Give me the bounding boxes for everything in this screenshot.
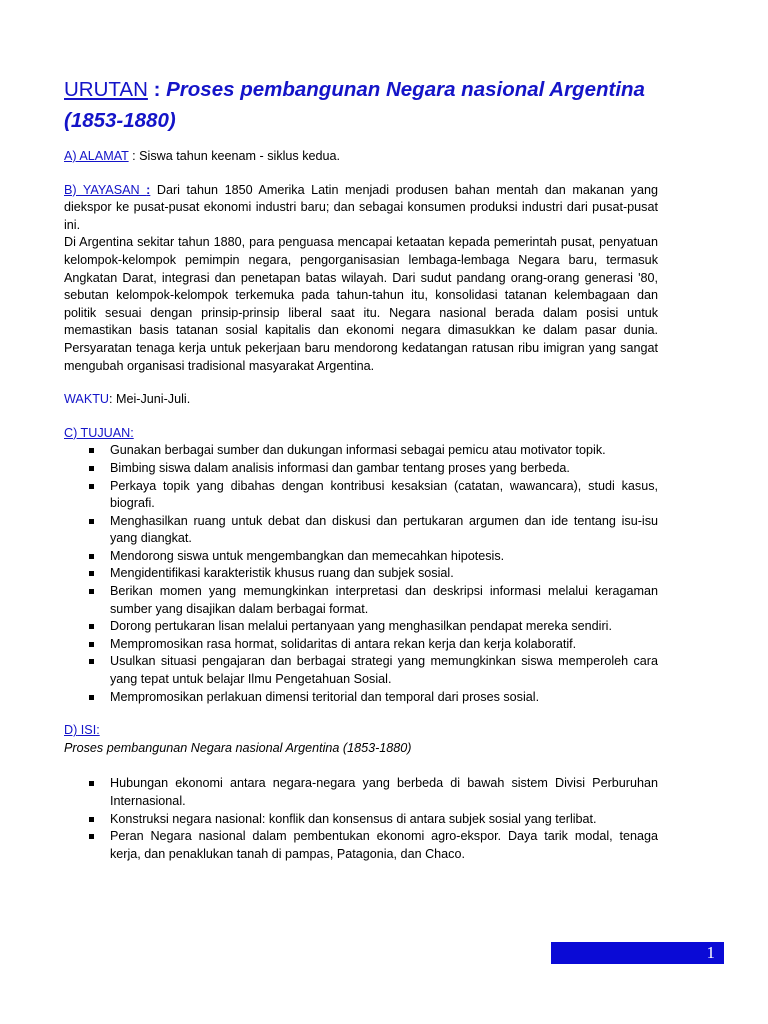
square-bullet-icon bbox=[89, 519, 94, 524]
alamat-text: : Siswa tahun keenam - siklus kedua. bbox=[128, 149, 341, 163]
yayasan-section bbox=[64, 182, 658, 376]
waktu-text: : Mei-Juni-Juli. bbox=[109, 392, 191, 407]
title-colon: : bbox=[147, 78, 167, 101]
list-item-text: Perkaya topik yang dibahas dengan kontribusi kesaksian (catatan, wawancara), studi kasus, biografi. bbox=[110, 478, 658, 511]
list-item-text: Mempromosikan rasa hormat, solidaritas di antara rekan kerja dan kerja kolaboratif. bbox=[110, 636, 577, 651]
list-item bbox=[64, 548, 658, 566]
square-bullet-icon bbox=[89, 484, 94, 489]
list-item-text: Mengidentifikasi karakteristik khusus ruang dan subjek sosial. bbox=[110, 566, 454, 581]
square-bullet-icon bbox=[89, 817, 94, 822]
list-item bbox=[64, 583, 658, 618]
list-item bbox=[64, 460, 658, 478]
square-bullet-icon bbox=[89, 589, 94, 594]
list-item bbox=[64, 653, 658, 688]
square-bullet-icon bbox=[89, 624, 94, 629]
list-item bbox=[64, 478, 658, 513]
isi-label-prefix: D) bbox=[64, 723, 78, 738]
waktu-label: WAKTU bbox=[64, 392, 110, 407]
list-item bbox=[64, 513, 658, 548]
title-lead: URUTAN bbox=[64, 78, 148, 101]
alamat-section bbox=[64, 148, 658, 166]
tujuan-label: C) TUJUAN: bbox=[64, 425, 134, 440]
list-item-text: Mendorong siswa untuk mengembangkan dan memecahkan hipotesis. bbox=[110, 548, 505, 563]
list-item-text: Berikan momen yang memungkinkan interpretasi dan deskripsi informasi melalui keragaman sumber yang disajikan dalam berbagai format. bbox=[110, 584, 658, 616]
title-subject: Proses pembangunan Negara nasional Argentina (1853-1880) bbox=[64, 78, 645, 132]
list-item-text: Gunakan berbagai sumber dan dukungan informasi sebagai pemicu atau motivator topik. bbox=[110, 443, 606, 458]
yayasan-label: B) YAYASAN bbox=[64, 182, 147, 197]
list-item-text: Menghasilkan ruang untuk debat dan diskusi dan pertukaran argumen dan ide tentang isu-isu yang diangkat. bbox=[110, 513, 658, 546]
isi-list bbox=[64, 775, 658, 863]
square-bullet-icon bbox=[89, 448, 94, 453]
tujuan-list bbox=[64, 442, 658, 706]
list-item-text: Usulkan situasi pengajaran dan berbagai strategi yang memungkinkan siswa memperoleh cara yang tepat untuk belajar Ilmu Pengetahuan Sosial. bbox=[110, 654, 658, 687]
list-item-text: Hubungan ekonomi antara negara-negara yang berbeda di bawah sistem Divisi Perburuhan Internasional. bbox=[110, 776, 658, 808]
list-item bbox=[64, 811, 658, 829]
list-item-text: Dorong pertukaran lisan melalui pertanyaan yang menghasilkan pendapat mereka sendiri. bbox=[110, 619, 612, 634]
list-item bbox=[64, 565, 658, 583]
list-item bbox=[64, 828, 658, 863]
isi-subtitle: Proses pembangunan Negara nasional Argentina (1853-1880) bbox=[64, 740, 412, 755]
waktu-section bbox=[64, 391, 658, 409]
yayasan-text-1: Dari tahun 1850 Amerika Latin menjadi produsen bahan mentah dan makanan yang diekspor ke pusat-pusat ekonomi industri baru; dan sebagai konsumen produksi industri dari pusat-pusat ini. bbox=[64, 182, 658, 232]
square-bullet-icon bbox=[89, 554, 94, 559]
tujuan-section bbox=[64, 425, 658, 707]
isi-label: ISI: bbox=[77, 723, 100, 738]
page-number: 1 bbox=[551, 942, 724, 964]
list-item bbox=[64, 775, 658, 810]
yayasan-paragraph-1 bbox=[64, 182, 658, 235]
list-item bbox=[64, 618, 658, 636]
document-body bbox=[64, 148, 658, 863]
list-item bbox=[64, 689, 658, 707]
tujuan-heading bbox=[64, 425, 658, 443]
list-item bbox=[64, 636, 658, 654]
document-title bbox=[64, 74, 658, 136]
list-item-text: Bimbing siswa dalam analisis informasi dan gambar tentang proses yang berbeda. bbox=[110, 460, 570, 475]
square-bullet-icon bbox=[89, 834, 94, 839]
yayasan-paragraph-2: Di Argentina sekitar tahun 1880, para penguasa mencapai ketaatan kepada pemerintah pusat, penyatuan kelompok-kelompok pemimpin negara, pengorganisasian lembaga-lembaga Negara baru, termasuk Angkatan Darat, integrasi dan penetapan batas wilayah. Dari sudut pandang orang-orang generasi '80, sebutan kelompok-kelompok terkemuka pada tahun-tahun itu, konsolidasi tatanan kelembagaan dan politik sesuai dengan prinsip-prinsip liberal saat itu. Negara nasional berada dalam posisi untuk memastikan basis tatanan sosial kapitalis dan ekonomi negara dimasukkan ke dalam pasar dunia. Persyaratan tenaga kerja untuk pekerjaan baru mendorong kedatangan ratusan ribu imigran yang sangat mengubah organisasi tradisional masyarakat Argentina. bbox=[64, 235, 658, 373]
spacer bbox=[64, 757, 658, 775]
list-item bbox=[64, 442, 658, 460]
square-bullet-icon bbox=[89, 781, 94, 786]
isi-section bbox=[64, 722, 658, 863]
document-page bbox=[64, 74, 658, 863]
list-item-text: Peran Negara nasional dalam pembentukan ekonomi agro-ekspor. Daya tarik modal, tenaga kerja, dan penaklukan tanah di pampas, Patagonia, dan Chaco. bbox=[110, 829, 658, 861]
square-bullet-icon bbox=[89, 659, 94, 664]
alamat-label: A) ALAMAT bbox=[64, 149, 129, 163]
isi-heading bbox=[64, 722, 658, 740]
square-bullet-icon bbox=[89, 642, 94, 647]
list-item-text: Mempromosikan perlakuan dimensi teritorial dan temporal dari proses sosial. bbox=[110, 689, 540, 704]
square-bullet-icon bbox=[89, 695, 94, 700]
yayasan-colon: : bbox=[146, 182, 151, 197]
square-bullet-icon bbox=[89, 571, 94, 576]
list-item-text: Konstruksi negara nasional: konflik dan konsensus di antara subjek sosial yang terlibat. bbox=[110, 811, 597, 826]
square-bullet-icon bbox=[89, 466, 94, 471]
